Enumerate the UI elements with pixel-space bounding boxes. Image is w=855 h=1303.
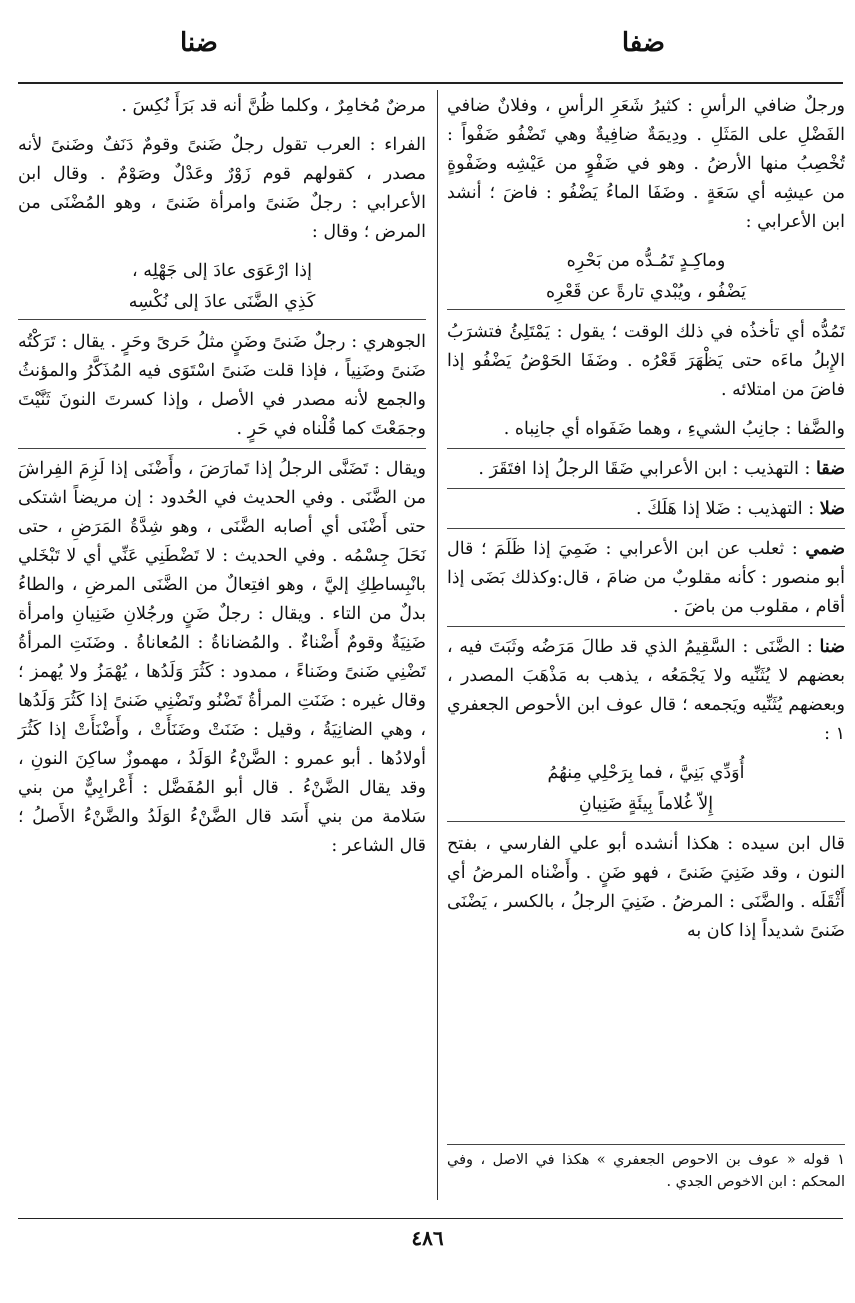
paragraph: ويقال : تَضَنَّى الرجلُ إذا تَمارَضَ ، وأَضْنَى إذا لَزِمَ الفِراشَ من الضَّنَى . وفي الحديث في الحُدود : إن مريضاً اشتكى حتى أَضْنَى أي أصابه الضَّنَى ، وهو شِدَّةُ المَرَضِ ، حتى نَحَلَ جِسْمُه . وفي الحديث : لا تَضْطَنِي عَنِّي أي لا تَبْخَلي بانْبِساطِكِ إليَّ ، وهو افتِعالٌ من الضَّنَى المرضِ ، والطاءُ بدلٌ من التاء . ويقال : رجلٌ ضَنٍ ورجُلانِ ضَنِيانِ وامرأة ضَنِيَةٌ وقومٌ أَضْناءٌ . والمُضاناةُ : المُعاناةُ . وضَنَتِ المرأةُ تَضْنِي ضَنىً وضَناءً ، ممدود : كَثُرَ وَلَدُها ، يُهْمَزُ ولا يُهمز ؛ وقال غيره : ضَنَتِ المرأةُ تَضْنُو وتَضْنِي ضَنىً إذا كَثُرَ وَلَدُها ، وهي الضانِيَةُ ، وقيل : ضَنَتْ وضَنَأَتْ ، وأَضْنَأَتْ إذا كَثُرَ أولادُها . أبو عمرو : الضَّنْءُ الوَلَدُ ، مهموزٌ ساكِنَ النونِ ، وقد يقال الضَّنْءُ . قال أبو المُفَضَّل : أَعْرابِيٌّ من بني سَلامة من بني أَسَد قال الضَّنْءُ الوَلَدُ والضَّنْءُ الأَصلُ ؛ قال الشاعر : xyxy=(18,459,426,856)
footnote: ١ قوله « عوف بن الاحوص الجعفري » هكذا في الاصل ، وفي المحكم : ابن الاخوص الجدي . xyxy=(447,1144,845,1193)
paragraph: ورجلٌ ضافي الرأسِ : كثيرُ شَعَرِ الرأسِ ، وفلانٌ ضافي الفَضْلِ على المَثَلِ . ودِيمَةٌ ضافِيةٌ وهي تَضْفُو ضَفْواً : تُخْصِبُ منها الأرضُ . وهو في ضَفْوٍ من عَيْشِه وضَفْوةٍ من عيشِه أي سَعَةٍ . وضَفَا الماءُ يَضْفُو : فاضَ ؛ أنشد ابن الأعرابي : xyxy=(447,96,845,232)
entry-text: : ثعلب عن ابن الأعرابي : ضَمِيَ إذا ظَلَمَ ؛ قال أبو منصور : كأنه مقلوبٌ من ضامَ ، قال:وكذلك بَضَى إذا أقام ، مقلوب من باضَ . xyxy=(447,539,845,617)
paragraph: قال ابن سيده : هكذا أنشده أبو علي الفارسي ، بفتح النون ، وقد ضَنِيَ ضَنىً ، فهو ضَنٍ . وأَضْناه المرضُ أي أَثْقَلَه . والضَّنَى : المرضُ . ضَنِيَ الرجلُ ، بالكسر ، يَضْنَى ضَنىً شديداً إذا كان به xyxy=(447,834,845,941)
paragraph: والضَّفا : جانِبُ الشيءِ ، وهما ضَفَواه أي جانِباه . xyxy=(447,415,845,449)
entry-headword: ضنا xyxy=(819,637,845,657)
header-rule xyxy=(18,82,843,84)
poem-line: إذا ارْعَوَى عادَ إلى جَهْلِه ، xyxy=(132,261,312,281)
entry-headword: ضقا xyxy=(815,459,845,479)
paragraph: مرضٌ مُخامِرٌ ، وكلما ظُنَّ أنه قد بَرَأَ نُكِسَ . xyxy=(121,96,426,116)
entry-headword: ضمي xyxy=(805,539,845,559)
poem-line: وماكِـدٍ تَمُـدُّه من بَحْرِه xyxy=(566,251,726,271)
entry-text: : الضَّنَى : السَّقِيمُ الذي قد طالَ مَرَضُه وثَبَتَ فيه ، بعضهم لا يُثَنِّيه ولا يَجْمَعُه ، يذهب به مَذْهَبَ المصدر ، وبعضهم يُثَنِّيه ويَجمعه ؛ قال عوف ابن الأحوص الجعفري ١ : xyxy=(447,637,845,744)
entry-daqa xyxy=(447,455,845,489)
page-header xyxy=(0,28,855,78)
entry-dana xyxy=(447,633,845,753)
poem-line: يَضْفُو ، ويُبْدي تارةً عن قَعْرِه xyxy=(545,282,747,302)
entry-dala xyxy=(447,495,845,529)
poem xyxy=(447,247,845,310)
paragraph: الفراء : العرب تقول رجلٌ ضَنىً وقومٌ دَنَفٌ وضَنىً لأنه مصدر ، كقولهم قوم زَوْرٌ وعَدْلٌ وصَوْمٌ . وقال ابن الأعرابي : رجلٌ ضَنىً وامرأة ضَنىً ، وهو المُضْنَى من المرض ؛ وقال : xyxy=(18,135,426,242)
entry-dami xyxy=(447,535,845,627)
right-headword: ضفا xyxy=(621,28,665,58)
poem-line: إِلاّ غُلاماً بِيئَةٍ ضَنِيانِ xyxy=(578,794,714,814)
poem xyxy=(447,759,845,822)
poem-line: كَذِي الضَّنَى عادَ إلى نُكْسِه xyxy=(128,292,316,312)
entry-headword: ضلا xyxy=(819,499,845,519)
column-divider xyxy=(437,90,438,1200)
left-column xyxy=(18,92,426,1202)
right-column xyxy=(447,92,845,1152)
poem xyxy=(18,257,426,320)
page-number: ٤٨٦ xyxy=(411,1226,444,1250)
paragraph: تَمُدُّه أي تأخذُه في ذلك الوقت ؛ يقول : يَمْتَلِئُ فتشرَبُ الإِبلُ ماءَه حتى يَظْهَرَ قَعْرُه . وضَفَا الحَوْضُ يَضْفُو إذا فاضَ من امتلائه . xyxy=(447,322,845,400)
poem-line: أُوَدِّي بَنِيَّ ، فما بِرَحْلِي مِنهُمُ xyxy=(547,763,745,783)
paragraph: الجوهري : رجلٌ ضَنىً وضَنٍ مثلُ حَرىً وحَرٍ . يقال : تَرَكْتُه ضَنىً وضَنِياً ، فإذا قلت ضَنىً اسْتَوَى فيه المُذَكَّرُ والمؤنثُ والجمع لأنه مصدر في الأصل ، وإذا كسرتَ النونَ ثَنَّيْتَ وجمَعْتَ كما قُلْناه في حَرٍ . xyxy=(18,328,426,449)
footer-rule xyxy=(18,1218,843,1219)
left-headword: ضنا xyxy=(180,28,218,58)
entry-text: : التهذيب : ضَلا إذا هَلَكَ . xyxy=(636,499,815,519)
entry-text: : التهذيب : ابن الأعرابي ضَقَا الرجلُ إذا افتَقَرَ . xyxy=(478,459,811,479)
